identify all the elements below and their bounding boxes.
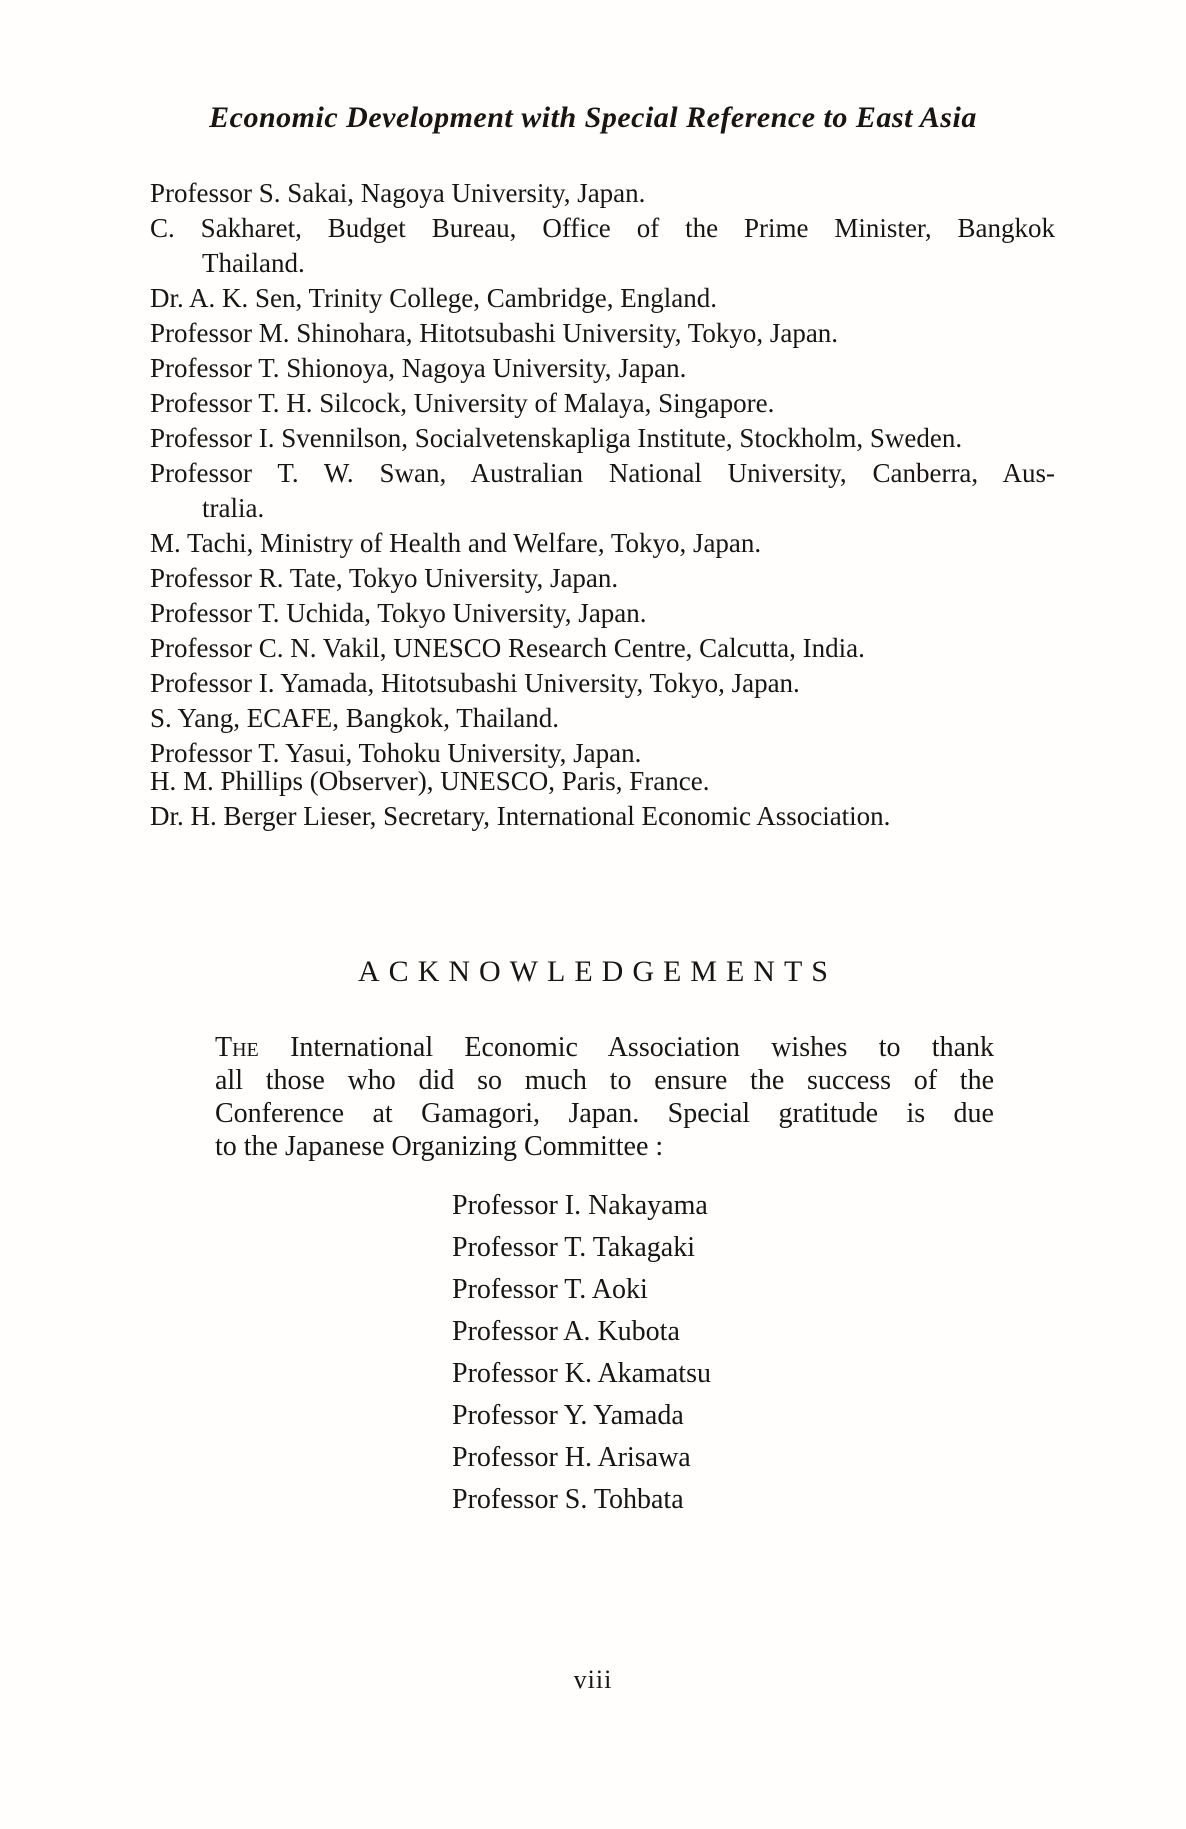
page-number: viii bbox=[573, 1665, 613, 1694]
attendee-line: Professor R. Tate, Tokyo University, Japan. bbox=[150, 563, 619, 593]
committee-member: Professor H. Arisawa bbox=[452, 1442, 691, 1473]
attendee-line: Professor T. H. Silcock, University of Malaya, Singapore. bbox=[150, 388, 775, 418]
ack-paragraph-line: to the Japanese Organizing Committee : bbox=[215, 1131, 664, 1162]
attendee-line: Professor C. N. Vakil, UNESCO Research Centre, Calcutta, India. bbox=[150, 633, 865, 663]
acknowledgements-heading: ACKNOWLEDGEMENTS bbox=[358, 955, 837, 988]
ack-paragraph-line bbox=[215, 1031, 994, 1064]
attendee-line: C. Sakharet, Budget Bureau, Office of the Prime Minister, Bangkok bbox=[150, 213, 1055, 243]
attendee-line: tralia. bbox=[202, 493, 265, 523]
observer-line: Dr. H. Berger Lieser, Secretary, International Economic Association. bbox=[150, 801, 891, 831]
ack-paragraph-line-text: International Economic Association wishes to thank bbox=[290, 1032, 995, 1063]
attendee-line: M. Tachi, Ministry of Health and Welfare, Tokyo, Japan. bbox=[150, 528, 762, 558]
committee-member: Professor I. Nakayama bbox=[452, 1190, 708, 1221]
session-title: Economic Development with Special Reference to East Asia bbox=[209, 101, 977, 134]
attendee-line: Professor T. W. Swan, Australian National University, Canberra, Aus- bbox=[150, 458, 1055, 488]
attendee-line: Professor M. Shinohara, Hitotsubashi University, Tokyo, Japan. bbox=[150, 318, 839, 348]
attendee-list bbox=[150, 176, 1055, 771]
attendee-line: Professor T. Yasui, Tohoku University, Japan. bbox=[150, 738, 642, 768]
committee-member: Professor T. Takagaki bbox=[452, 1232, 695, 1263]
attendee-line: Professor I. Yamada, Hitotsubashi University, Tokyo, Japan. bbox=[150, 668, 800, 698]
committee-member: Professor T. Aoki bbox=[452, 1274, 648, 1305]
observer-list bbox=[150, 764, 1055, 834]
committee-list bbox=[452, 1185, 711, 1521]
committee-member: Professor A. Kubota bbox=[452, 1316, 680, 1347]
attendee-line: Thailand. bbox=[202, 248, 305, 278]
attendee-line: S. Yang, ECAFE, Bangkok, Thailand. bbox=[150, 703, 560, 733]
committee-member: Professor Y. Yamada bbox=[452, 1400, 684, 1431]
committee-member: Professor S. Tohbata bbox=[452, 1484, 684, 1515]
committee-member: Professor K. Akamatsu bbox=[452, 1358, 711, 1389]
attendee-line: Professor I. Svennilson, Socialvetenskapliga Institute, Stockholm, Sweden. bbox=[150, 423, 963, 453]
observer-line: H. M. Phillips (Observer), UNESCO, Paris, France. bbox=[150, 766, 710, 796]
attendee-line: Dr. A. K. Sen, Trinity College, Cambridge, England. bbox=[150, 283, 717, 313]
attendee-line: Professor S. Sakai, Nagoya University, Japan. bbox=[150, 178, 646, 208]
ack-paragraph-line: Conference at Gamagori, Japan. Special gratitude is due bbox=[215, 1098, 994, 1129]
acknowledgements-paragraph bbox=[215, 1031, 994, 1163]
lead-word: The bbox=[215, 1032, 259, 1063]
attendee-line: Professor T. Uchida, Tokyo University, Japan. bbox=[150, 598, 647, 628]
ack-paragraph-line: all those who did so much to ensure the success of the bbox=[215, 1065, 994, 1096]
attendee-line: Professor T. Shionoya, Nagoya University, Japan. bbox=[150, 353, 687, 383]
